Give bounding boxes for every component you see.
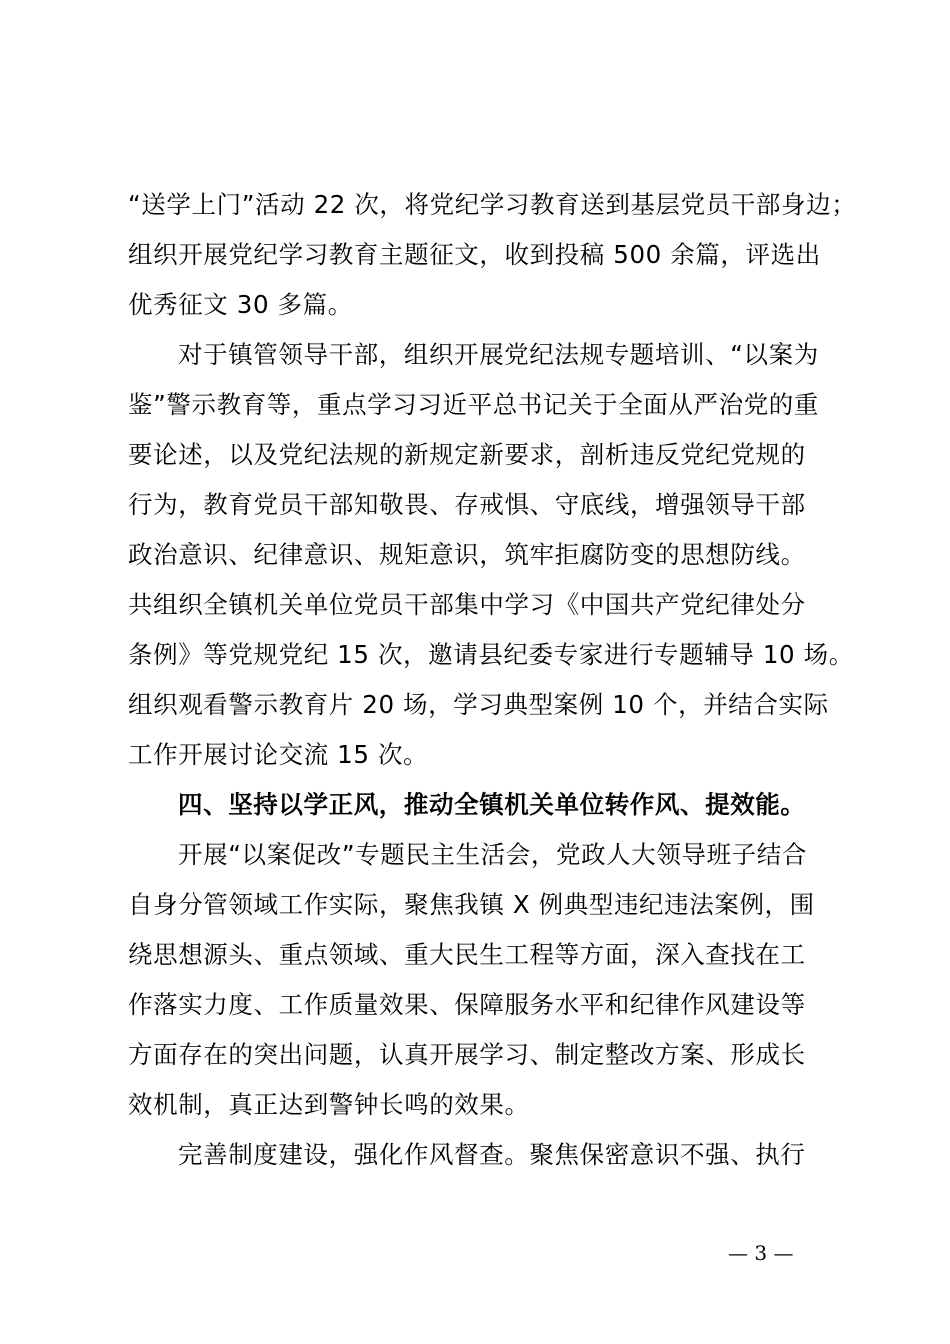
body-text-line: 优秀征文 30 多篇。 (128, 290, 353, 319)
body-text-line: 组织开展党纪学习教育主题征文，收到投稿 500 余篇，评选出 (128, 240, 821, 269)
body-text-line: 作落实力度、工作质量效果、保障服务水平和纪律作风建设等 (128, 990, 806, 1019)
body-text-line: 效机制，真正达到警钟长鸣的效果。 (128, 1090, 530, 1119)
body-text-line: 开展“以案促改”专题民主生活会，党政人大领导班子结合 (178, 840, 807, 869)
body-text-line: 完善制度建设，强化作风督查。聚焦保密意识不强、执行 (178, 1140, 806, 1169)
body-text-line: 方面存在的突出问题，认真开展学习、制定整改方案、形成长 (128, 1040, 806, 1069)
body-text-line: “送学上门”活动 22 次，将党纪学习教育送到基层党员干部身边； (128, 190, 857, 219)
page-number: — 3 — (728, 1241, 794, 1265)
body-text-line: 共组织全镇机关单位党员干部集中学习《中国共产党纪律处分 (128, 590, 806, 619)
body-text-line: 条例》等党规党纪 15 次，邀请县纪委专家进行专题辅导 10 场。 (128, 640, 854, 669)
body-text-line: 工作开展讨论交流 15 次。 (128, 740, 429, 769)
body-text-line: 自身分管领域工作实际，聚焦我镇 X 例典型违纪违法案例，围 (128, 890, 815, 919)
body-text-line: 要论述，以及党纪法规的新规定新要求，剖析违反党纪党规的 (128, 440, 806, 469)
section-heading: 四、坚持以学正风，推动全镇机关单位转作风、提效能。 (178, 790, 806, 819)
body-text-line: 行为，教育党员干部知敬畏、存戒惧、守底线，增强领导干部 (128, 490, 806, 519)
body-text-line: 组织观看警示教育片 20 场，学习典型案例 10 个，并结合实际 (128, 690, 829, 719)
body-text-line: 政治意识、纪律意识、规矩意识，筑牢拒腐防变的思想防线。 (128, 540, 806, 569)
body-text-line: 绕思想源头、重点领域、重大民生工程等方面，深入查找在工 (128, 940, 806, 969)
body-text-line: 对于镇管领导干部，组织开展党纪法规专题培训、“以案为 (178, 340, 819, 369)
body-text-line: 鉴”警示教育等，重点学习习近平总书记关于全面从严治党的重 (128, 390, 819, 419)
